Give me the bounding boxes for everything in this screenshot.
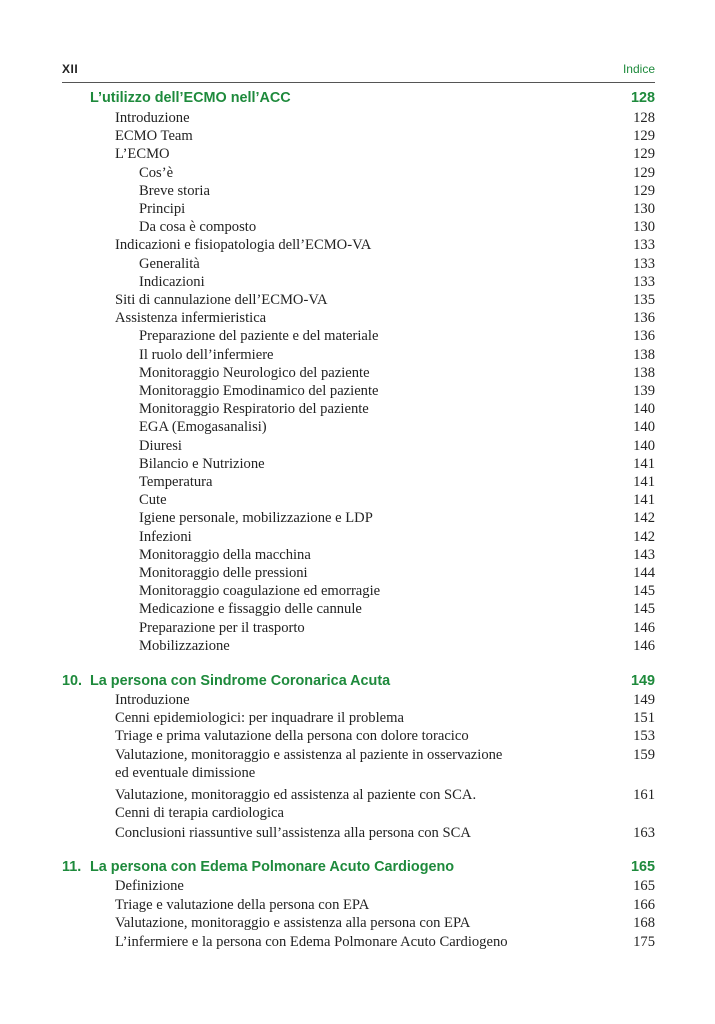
toc-page-number: 144 (633, 565, 655, 581)
toc-entry-title: L’utilizzo dell’ECMO nell’ACC (90, 90, 291, 106)
toc-entry (115, 691, 655, 709)
toc-entry (115, 914, 655, 932)
toc-entry-title: Breve storia (139, 183, 210, 199)
page-folio: XII (62, 62, 79, 76)
toc-entry-title: ECMO Team (115, 128, 193, 144)
toc-entry (115, 727, 655, 745)
toc-page-number: 129 (633, 165, 655, 181)
chapter-title: La persona con Sindrome Coronarica Acuta (90, 673, 391, 689)
toc-page-number: 140 (633, 438, 655, 454)
toc-entry (139, 437, 655, 455)
toc-entry-title: Cos’è (139, 165, 174, 181)
toc-entry-title: Medicazione e fissaggio delle cannule (139, 601, 362, 617)
toc-page-number: 140 (633, 419, 655, 435)
toc-page-number: 129 (633, 128, 655, 144)
toc-entry (139, 637, 655, 655)
toc-page-number: 130 (633, 201, 655, 217)
toc-entry (139, 327, 655, 345)
toc-chapter (62, 858, 655, 876)
toc-entry (139, 182, 655, 200)
toc-entry (139, 382, 655, 400)
toc-entry-title: Assistenza infermieristica (115, 310, 267, 326)
toc-entry-title: Igiene personale, mobilizzazione e LDP (139, 510, 373, 526)
toc-page-number: 141 (633, 456, 655, 472)
toc-page-number: 166 (633, 897, 655, 913)
toc-entry-title: Definizione (115, 878, 184, 894)
toc-entry (115, 291, 655, 309)
toc-page-number: 142 (633, 529, 655, 545)
toc-page-number: 165 (630, 859, 655, 875)
toc-entry-title (62, 672, 390, 690)
toc-entry (115, 764, 655, 782)
toc-chapter (62, 672, 655, 690)
toc-entry (115, 933, 655, 951)
toc-page-number: 159 (633, 747, 655, 763)
toc-entry-title: Monitoraggio Neurologico del paziente (139, 365, 370, 381)
toc-entry (139, 273, 655, 291)
toc-entry-title: Generalità (139, 256, 200, 272)
toc-page-number: 141 (633, 492, 655, 508)
toc-page-number: 168 (633, 915, 655, 931)
toc-entry (139, 400, 655, 418)
toc-entry (139, 218, 655, 236)
toc-entry-title: Diuresi (139, 438, 182, 454)
toc-page-number: 128 (630, 90, 655, 106)
toc-page-number: 146 (633, 620, 655, 636)
chapter-title: La persona con Edema Polmonare Acuto Cardiogeno (90, 859, 455, 875)
toc-page-number: 163 (633, 825, 655, 841)
toc-entry-title: L’infermiere e la persona con Edema Polmonare Acuto Cardiogeno (115, 934, 508, 950)
toc-entry (115, 236, 655, 254)
toc-entry (139, 364, 655, 382)
toc-entry-title: L’ECMO (115, 146, 170, 162)
toc-page-number: 149 (633, 692, 655, 708)
toc-page-number: 175 (633, 934, 655, 950)
toc-entry (139, 564, 655, 582)
toc-entry (139, 509, 655, 527)
toc-entry-title: Preparazione per il trasporto (139, 620, 305, 636)
toc-page-number: 149 (630, 673, 655, 689)
toc-entry-title: Temperatura (139, 474, 213, 490)
toc-entry-title: ed eventuale dimissione (115, 765, 256, 781)
toc-entry (115, 709, 655, 727)
toc-entry-title: Il ruolo dell’infermiere (139, 347, 274, 363)
toc-entry (115, 786, 655, 804)
toc-entry-title: Monitoraggio Respiratorio del paziente (139, 401, 369, 417)
toc-page-number: 136 (633, 328, 655, 344)
toc-page-number: 133 (633, 237, 655, 253)
toc-page-number: 145 (633, 583, 655, 599)
toc-page-number: 145 (633, 601, 655, 617)
toc-entry-title: Mobilizzazione (139, 638, 230, 654)
toc-page-number: 161 (633, 787, 655, 803)
toc-entry (139, 255, 655, 273)
toc-entry (115, 109, 655, 127)
toc-entry-title: Introduzione (115, 110, 190, 126)
toc-entry-title: Infezioni (139, 529, 192, 545)
toc-entry (115, 309, 655, 327)
toc-entry (139, 546, 655, 564)
toc-entry-title: Valutazione, monitoraggio e assistenza al paziente in osservazione (115, 747, 503, 763)
toc-page-number: 129 (633, 146, 655, 162)
toc-entry-title: Valutazione, monitoraggio e assistenza alla persona con EPA (115, 915, 471, 931)
chapter-number: 11. (62, 859, 82, 875)
toc-entry (139, 491, 655, 509)
toc-page-number: 140 (633, 401, 655, 417)
toc-entry (139, 164, 655, 182)
toc-entry (115, 746, 655, 764)
toc-entry-title: Triage e valutazione della persona con EPA (115, 897, 370, 913)
toc-entry-title: Da cosa è composto (139, 219, 257, 235)
toc-page-number: 135 (633, 292, 655, 308)
toc-page-number: 138 (633, 347, 655, 363)
toc-entry (115, 824, 655, 842)
toc-entry (139, 455, 655, 473)
toc-entry (115, 804, 655, 822)
toc-entry-title: Monitoraggio coagulazione ed emorragie (139, 583, 381, 599)
toc-page-number: 133 (633, 274, 655, 290)
toc-page-number: 129 (633, 183, 655, 199)
toc-entry-title: Principi (139, 201, 186, 217)
toc-page-number: 165 (633, 878, 655, 894)
toc-page-number: 146 (633, 638, 655, 654)
toc-page-number: 139 (633, 383, 655, 399)
toc-page-number: 153 (633, 728, 655, 744)
toc-page-number: 142 (633, 510, 655, 526)
toc-page-number: 128 (633, 110, 655, 126)
toc-entry-title: Cenni di terapia cardiologica (115, 805, 284, 821)
toc-chapter (90, 89, 655, 107)
chapter-number: 10. (62, 673, 83, 689)
toc-page-number: 141 (633, 474, 655, 490)
toc-entry-title: Preparazione del paziente e del materiale (139, 328, 379, 344)
toc-entry-title: Bilancio e Nutrizione (139, 456, 265, 472)
toc-page-number: 151 (633, 710, 655, 726)
toc-entry (139, 473, 655, 491)
toc-entry (115, 877, 655, 895)
toc-entry-title: Monitoraggio delle pressioni (139, 565, 308, 581)
toc-entry-title: Monitoraggio della macchina (139, 547, 311, 563)
toc-entry-title (62, 858, 454, 876)
toc-entry (115, 145, 655, 163)
toc-entry-title: Monitoraggio Emodinamico del paziente (139, 383, 379, 399)
toc-page-number: 143 (633, 547, 655, 563)
toc-page-number: 133 (633, 256, 655, 272)
toc-entry-title: Triage e prima valutazione della persona con dolore toracico (115, 728, 469, 744)
toc-entry-title: Cute (139, 492, 167, 508)
toc-entry-title: Valutazione, monitoraggio ed assistenza al paziente con SCA. (115, 787, 477, 803)
toc-entry (139, 582, 655, 600)
toc-entry (139, 600, 655, 618)
toc-entry (115, 127, 655, 145)
running-title: Indice (622, 62, 655, 76)
toc-entry-title: Indicazioni e fisiopatologia dell’ECMO-VA (115, 237, 372, 253)
toc-entry (139, 619, 655, 637)
toc-entry-title: Introduzione (115, 692, 190, 708)
toc-entry-title: Siti di cannulazione dell’ECMO-VA (115, 292, 328, 308)
toc-page-number: 138 (633, 365, 655, 381)
toc-entry (115, 896, 655, 914)
toc-entry-title: EGA (Emogasanalisi) (139, 419, 267, 435)
toc-entry (139, 528, 655, 546)
toc-entry-title: Cenni epidemiologici: per inquadrare il problema (115, 710, 404, 726)
toc-entry-title: Conclusioni riassuntive sull’assistenza alla persona con SCA (115, 825, 471, 841)
toc-entry-title: Indicazioni (139, 274, 205, 290)
page-header (62, 60, 655, 83)
toc-entry (139, 346, 655, 364)
toc-page-number: 136 (633, 310, 655, 326)
toc-entry (139, 418, 655, 436)
toc-entry (139, 200, 655, 218)
toc-page-number: 130 (633, 219, 655, 235)
